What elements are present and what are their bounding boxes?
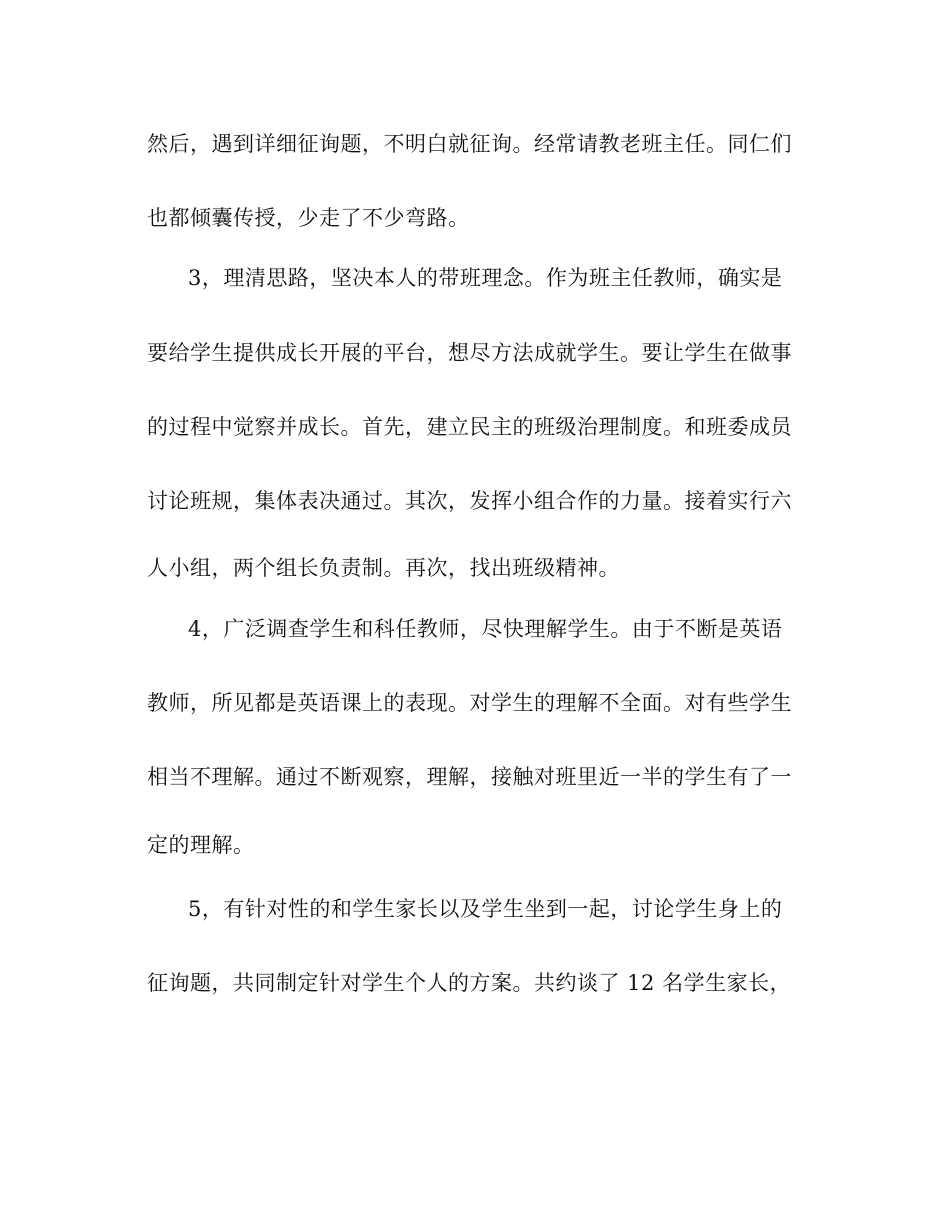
paragraph-line: 的过程中觉察并成长。首先，建立民主的班级治理制度。和班委成员	[147, 415, 792, 439]
paragraph-line: 要给学生提供成长开展的平台，想尽方法成就学生。要让学生在做事	[147, 341, 792, 365]
paragraph-line: 5，有针对性的和学生家长以及学生坐到一起，讨论学生身上的	[188, 897, 783, 921]
paragraph-line: 然后，遇到详细征询题，不明白就征询。经常请教老班主任。同仁们	[147, 132, 792, 156]
paragraph-line: 相当不理解。通过不断观察，理解，接触对班里近一半的学生有了一	[147, 765, 792, 789]
paragraph-line: 人小组，两个组长负责制。再次，找出班级精神。	[147, 556, 620, 580]
paragraph-line: 定的理解。	[147, 833, 255, 857]
paragraph-line: 讨论班规，集体表决通过。其次，发挥小组合作的力量。接着实行六	[147, 489, 792, 513]
paragraph-line: 3，理清思路，坚决本人的带班理念。作为班主任教师，确实是	[188, 266, 783, 290]
paragraph-line: 征询题，共同制定针对学生个人的方案。共约谈了 12 名学生家长，	[147, 971, 792, 995]
paragraph-line: 也都倾囊传授，少走了不少弯路。	[147, 206, 470, 230]
paragraph-line: 教师，所见都是英语课上的表现。对学生的理解不全面。对有些学生	[147, 691, 792, 715]
paragraph-line: 4，广泛调查学生和科任教师，尽快理解学生。由于不断是英语	[188, 617, 783, 641]
